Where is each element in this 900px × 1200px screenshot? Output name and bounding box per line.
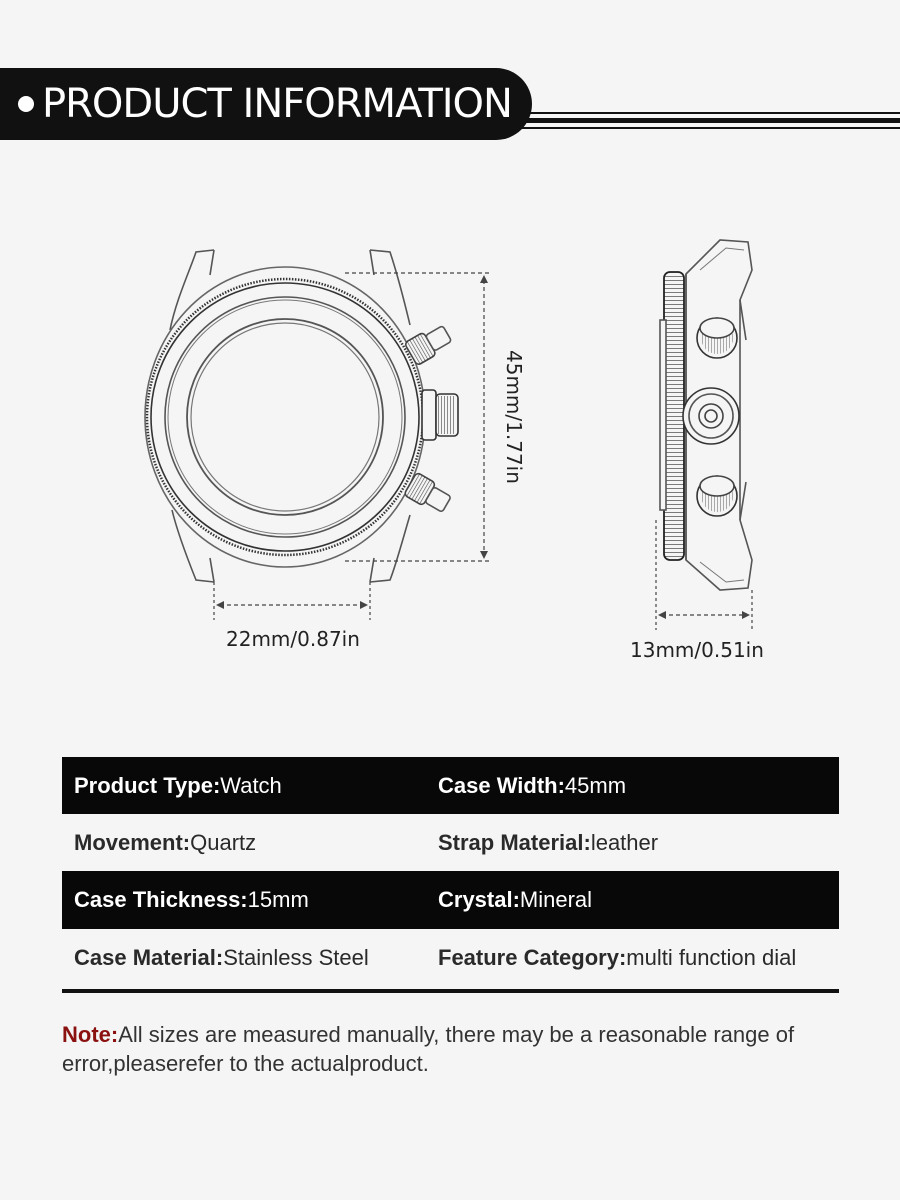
spec-item-product-type: Product Type:Watch [74,772,282,798]
front-view [145,250,458,582]
spec-row [62,929,839,986]
measurement-note [62,1020,852,1078]
spec-item-strap-material: Strap Material:leather [438,829,659,855]
strap-width-dimension-label: 22mm/0.87in [226,627,360,651]
spec-item-movement: Movement:Quartz [74,829,257,855]
spec-row [62,757,839,814]
spec-row [62,814,839,871]
watch-dimension-diagram [0,220,900,690]
note-text: All sizes are measured manually, there may be a reasonable range of error,pleaserefer to the actualproduct. [62,1022,795,1076]
spec-item-case-material: Case Material:Stainless Steel [74,944,369,970]
spec-row [62,871,839,929]
spec-item-case-thickness: Case Thickness:15mm [74,887,309,912]
height-dimension-label: 45mm/1.77in [502,350,526,484]
spec-item-feature-category: Feature Category:multi function dial [438,944,797,970]
thickness-dimension-label: 13mm/0.51in [630,638,764,662]
spec-item-case-width: Case Width:45mm [438,772,627,798]
spec-item-crystal: Crystal:Mineral [438,887,593,912]
header-decorative-lines [520,112,900,132]
section-title: PRODUCT INFORMATION [42,81,512,127]
bullet-dot-icon [18,96,34,112]
watch-line-drawing [0,220,900,690]
note-label: Note: [62,1022,119,1047]
strap-width-dimension-line [214,582,370,620]
spec-table [62,757,839,993]
section-header [0,68,532,140]
side-view [660,240,752,590]
